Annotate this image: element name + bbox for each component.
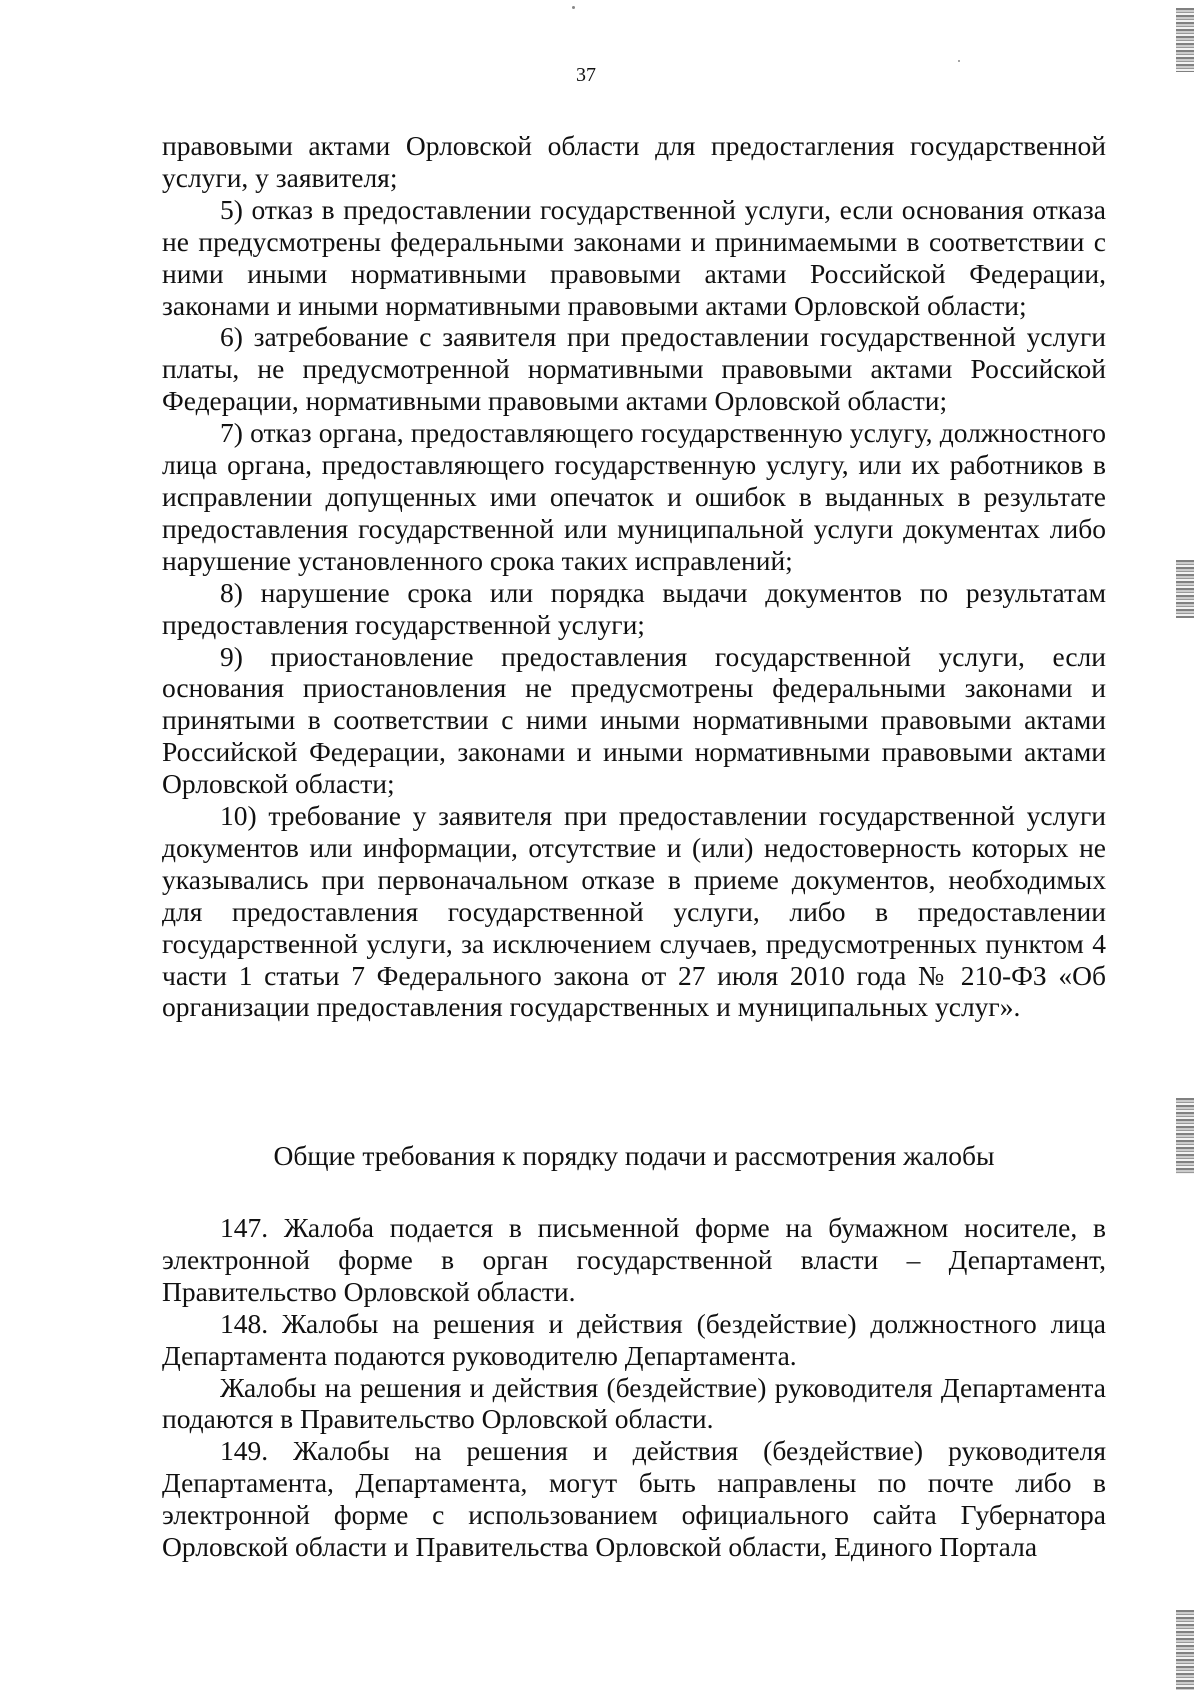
scan-speck (572, 6, 575, 9)
list-item-8: 8) нарушение срока или порядка выдачи документов по результатам предоставления государственной услуги; (162, 576, 1106, 640)
paragraph-149: 149. Жалобы на решения и действия (бездействие) руководителя Департамента, Департамента, могут быть направлены по почте либо в электронной форме с использованием официального сайта Губернатора Орловской области и Правительства Орловской области, Единого Портала (162, 1435, 1106, 1563)
section-heading: Общие требования к порядку подачи и рассмотрения жалобы (273, 1140, 995, 1171)
list-item-7: 7) отказ органа, предоставляющего государственную услугу, должностного лица органа, предоставляющего государственную услугу, или их работников в исправлении допущенных ими опечаток и ошибок в выданных в результате предоставления государственной или муниципальной услуги документах либо нарушение установленного срока таких исправлений; (162, 417, 1106, 576)
section-body (162, 1212, 1106, 1563)
binding-mark-top (1176, 8, 1194, 72)
paragraph-147: 147. Жалоба подается в письменной форме на бумажном носителе, в электронной форме в орган государственной власти – Департамент, Правительство Орловской области. (162, 1212, 1106, 1307)
binding-mark-lower (1176, 1098, 1194, 1174)
paragraph-continuation: правовыми актами Орловской области для предостагления государственной услуги, у заявителя; (162, 130, 1106, 193)
scan-speck (958, 60, 960, 62)
binding-mark-middle (1176, 560, 1194, 618)
list-item-5: 5) отказ в предоставлении государственной услуги, если основания отказа не предусмотрены федеральными законами и принимаемыми в соответствии с ними иными нормативными правовыми актами Российской Федерации, законами и иными нормативными правовыми актами Орловской области; (162, 193, 1106, 321)
paragraph-148: 148. Жалобы на решения и действия (бездействие) должностного лица Департамента подаются руководителю Департамента. (162, 1307, 1106, 1371)
list-item-6: 6) затребование с заявителя при предоставлении государственной услуги платы, не предусмотренной нормативными правовыми актами Российской Федерации, нормативными правовыми актами Орловской области; (162, 321, 1106, 417)
list-item-9: 9) приостановление предоставления государственной услуги, если основания приостановления не предусмотрены федеральными законами и принятыми в соответствии с ними иными нормативными правовыми актами Российской Федерации, законами и иными нормативными правовыми актами Орловской области; (162, 640, 1106, 800)
document-body (162, 130, 1106, 1023)
binding-mark-bottom (1176, 1610, 1194, 1690)
list-item-10: 10) требование у заявителя при предоставлении государственной услуги документов или информации, отсутствие и (или) недостоверность которых не указывались при первоначальном отказе в приеме документов, необходимых для предоставления государственной услуги, либо в предоставлении государственной услуги, за исключением случаев, предусмотренных пунктом 4 части 1 статьи 7 Федерального закона от 27 июля 2010 года № 210-ФЗ «Об организации предоставления государственных и муниципальных услуг». (162, 800, 1106, 1023)
paragraph-148-cont: Жалобы на решения и действия (бездействие) руководителя Департамента подаются в Правительство Орловской области. (162, 1371, 1106, 1435)
page-number: 37 (576, 64, 596, 86)
